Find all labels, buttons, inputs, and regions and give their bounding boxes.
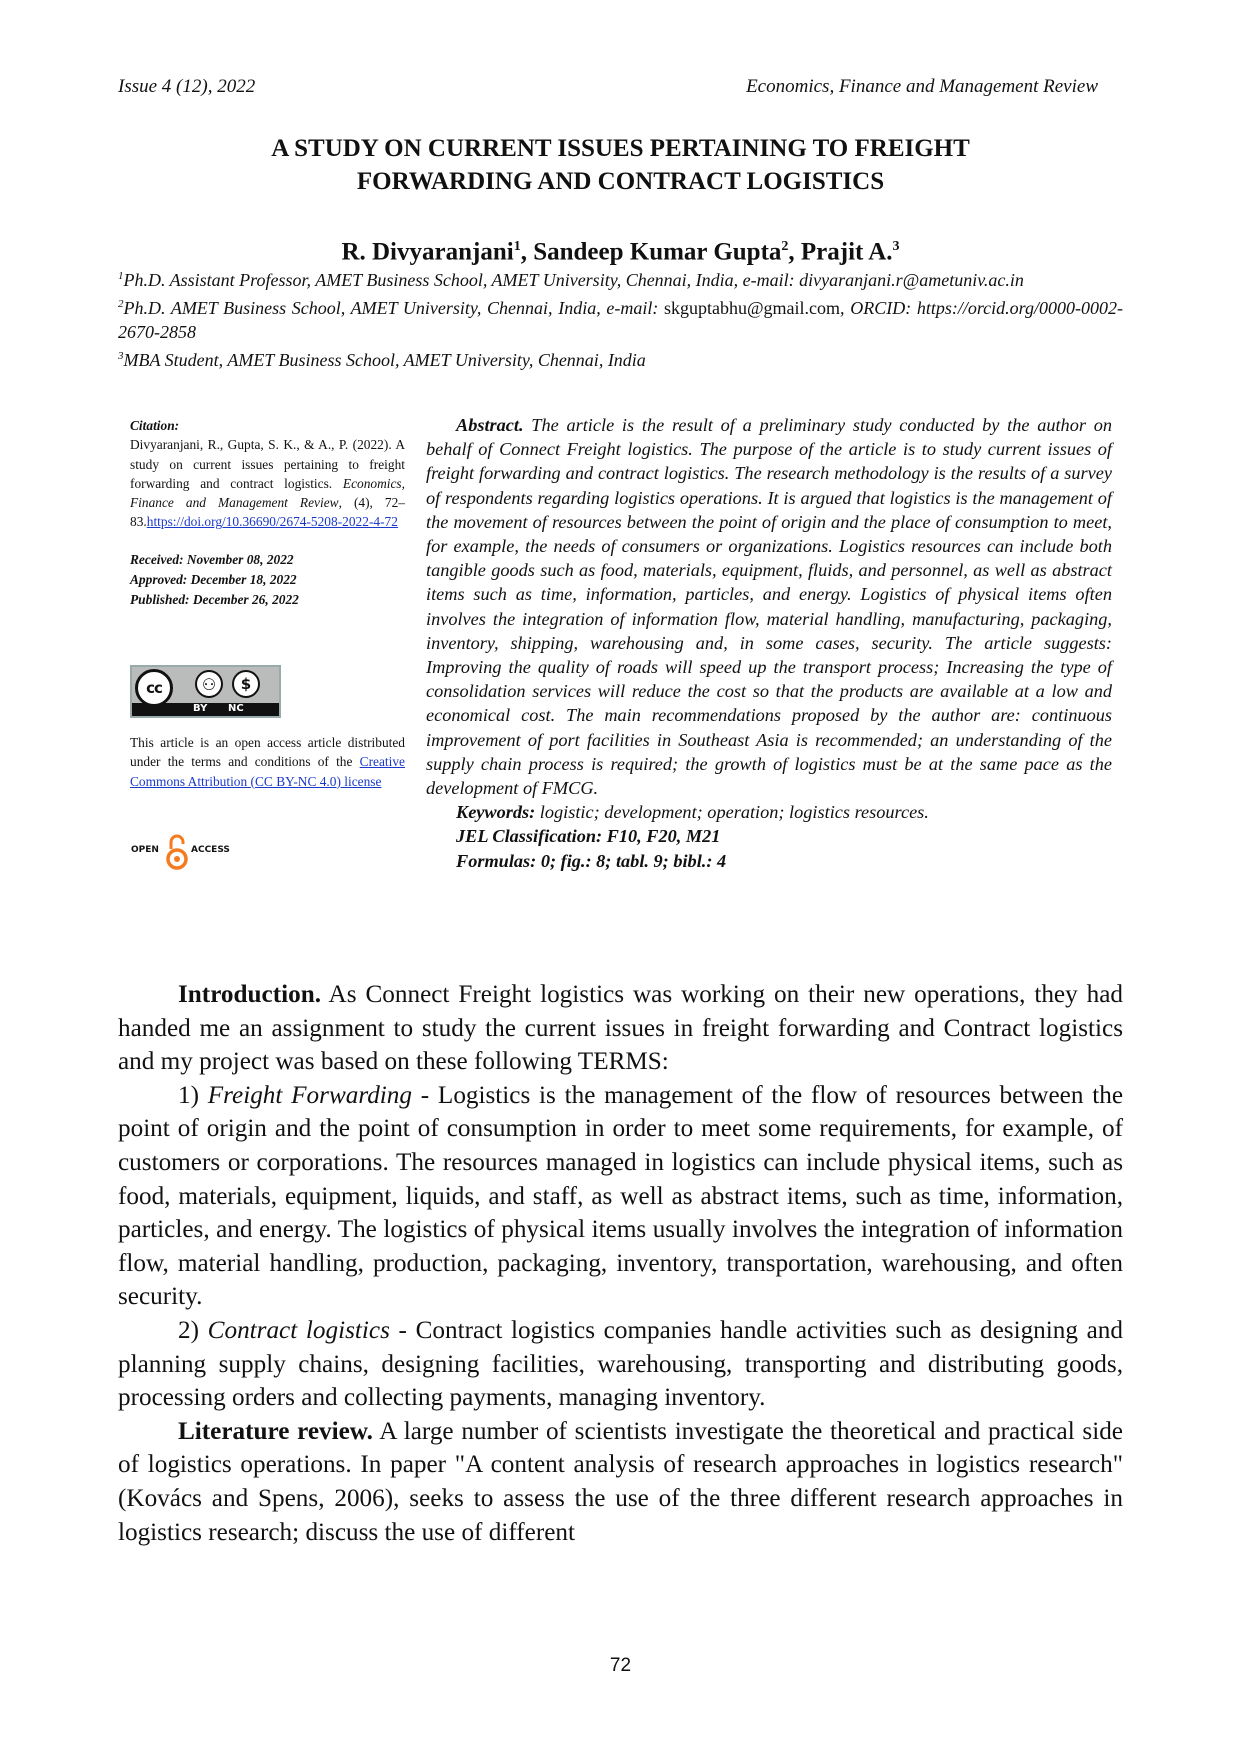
term-number: 1) bbox=[178, 1081, 208, 1109]
title-line-2: FORWARDING AND CONTRACT LOGISTICS bbox=[356, 168, 885, 195]
introduction-heading: Introduction. bbox=[178, 981, 321, 1008]
affiliation-mark: 2 bbox=[118, 298, 124, 310]
keywords bbox=[426, 800, 1112, 824]
abstract-text bbox=[426, 413, 1112, 800]
literature-review-paragraph bbox=[118, 1415, 1123, 1549]
affiliation-text: Ph.D. Assistant Professor, AMET Business School, AMET University, Chennai, India, e-mail: divyaranjani.r@ametuniv.ac.in bbox=[123, 270, 1024, 290]
citation-body: Divyaranjani, R., Gupta, S. K., & A., P. (2022). A study on current issues pertaining to freight forwarding and contract logistics. bbox=[130, 437, 405, 491]
term-definition: - Logistics is the management of the flow of resources between the point of origin and the point of consumption in order to meet some requirements, for example, of customers or corporations. The resources managed in logistics can include physical items, such as food, materials, equipment, liquids, and staff, as well as abstract items, such as time, information, particles, and energy. The logistics of physical items usually involves the integration of information flow, material handling, production, packaging, inventory, transportation, warehousing, and often security. bbox=[118, 1081, 1123, 1311]
term-name: Freight Forwarding bbox=[207, 1081, 412, 1109]
citation-tail: , (4), 72–83. bbox=[130, 495, 405, 530]
formulas-info bbox=[426, 849, 1112, 873]
oa-access-word: ACCESS bbox=[191, 845, 230, 855]
literature-review-heading: Literature review. bbox=[178, 1417, 373, 1445]
affiliation-2 bbox=[118, 292, 1123, 344]
author-1: R. Divyaranjani bbox=[341, 238, 514, 266]
email-address: skguptabhu@gmail.com bbox=[663, 298, 841, 318]
publication-dates bbox=[130, 550, 405, 610]
author-list bbox=[118, 232, 1123, 267]
affiliation-mark: 1 bbox=[118, 270, 124, 282]
affiliation-1 bbox=[118, 264, 1123, 292]
published-date: Published: December 26, 2022 bbox=[130, 591, 299, 607]
journal-header: Economics, Finance and Management Review bbox=[746, 76, 1098, 97]
author-3-mark: 3 bbox=[892, 239, 900, 254]
author-2-mark: 2 bbox=[781, 239, 789, 254]
approved-date: Approved: December 18, 2022 bbox=[130, 571, 297, 587]
abstract-label: Abstract. bbox=[456, 415, 524, 435]
article-title bbox=[118, 132, 1123, 198]
introduction-text: As Connect Freight logistics was working on their new operations, they had handed me an assignment to study the current issues in freight forwarding and Contract logistics and my project was based on these following TERMS: bbox=[118, 981, 1123, 1076]
affiliation-text: MBA Student, AMET Business School, AMET University, Chennai, India bbox=[123, 350, 646, 370]
author-separator: , bbox=[788, 238, 801, 266]
noncommercial-icon: $ bbox=[232, 670, 260, 698]
affiliation-mark: 3 bbox=[118, 350, 124, 362]
citation-journal: Economics, Finance and Management Review bbox=[130, 475, 405, 511]
jel-classification bbox=[426, 824, 1112, 848]
issue-header: Issue 4 (12), 2022 bbox=[118, 76, 256, 97]
author-3: Prajit A. bbox=[800, 238, 893, 266]
open-access-logo bbox=[131, 830, 251, 872]
cc-license-badge[interactable] bbox=[130, 665, 281, 718]
author-2: Sandeep Kumar Gupta bbox=[533, 238, 782, 266]
title-line-1: A STUDY ON CURRENT ISSUES PERTAINING TO FREIGHT bbox=[271, 135, 970, 162]
cc-nc-label: NC bbox=[228, 703, 244, 714]
cc-icon: cc bbox=[135, 669, 173, 707]
abstract bbox=[426, 413, 1112, 873]
affiliation-text: Ph.D. AMET Business School, AMET University, Chennai, India, e-mail: bbox=[123, 298, 664, 318]
page-number: 72 bbox=[609, 1655, 632, 1676]
keywords-text: logistic; development; operation; logistics resources. bbox=[535, 802, 929, 823]
keywords-label: Keywords: bbox=[456, 802, 536, 823]
literature-review-text: A large number of scientists investigate the theoretical and practical side of logistics operations. In paper "A content analysis of research approaches in logistics research" (Kovács and Spens, 2006), seeks to assess the use of the three different research approaches in logistics research; discuss the use of different bbox=[118, 1417, 1123, 1546]
open-access-notice bbox=[130, 733, 405, 791]
formulas-text: Formulas: 0; fig.: 8; tabl. 9; bibl.: 4 bbox=[456, 850, 727, 871]
jel-text: JEL Classification: F10, F20, M21 bbox=[456, 826, 721, 847]
license-link[interactable]: Creative Commons Attribution (CC BY-NC 4.0) license bbox=[130, 754, 405, 789]
abstract-body: The article is the result of a preliminary study conducted by the author on behalf of Connect Freight logistics. The purpose of the article is to study current issues of freight forwarding and contract logistics. The research methodology is the results of a survey of respondents regarding logistics operations. It is argued that logistics is the management of the movement of resources between the point of origin and the place of consumption to meet, for example, the needs of consumers or organizations. Logistics resources can include both tangible goods such as food, materials, equipment, fluids, and personnel, as well as abstract items such as time, information, particles, and energy. Logistics of physical items often involves the integration of information flow, material handling, manufacturing, packaging, inventory, shipping, warehousing and, in some cases, security. The article suggests: Improving the quality of roads will speed up the transport process; Increasing the type of consolidation services will reduce the cost so that the products are available at a low and economical cost. The main recommendations proposed by the author are: continuous improvement of port facilities in Southeast Asia is recommended; an understanding of the supply chain process is required; the growth of logistics must be at the same pace as the development of FMCG. bbox=[426, 415, 1112, 799]
doi-link[interactable]: https://doi.org/10.36690/2674-5208-2022-4-72 bbox=[146, 514, 398, 530]
author-separator: , bbox=[520, 238, 534, 266]
open-access-text: This article is an open access article distributed under the terms and conditions of the bbox=[130, 735, 405, 770]
attribution-icon: ⚇ bbox=[195, 670, 223, 698]
affiliation-3 bbox=[118, 344, 1123, 372]
introduction-paragraph bbox=[118, 978, 1123, 1079]
term-2-paragraph bbox=[118, 1314, 1123, 1415]
orcid-text: , ORCID: https://orcid.org/0000-0002-2670-2858 bbox=[118, 298, 1123, 342]
term-1-paragraph bbox=[118, 1079, 1123, 1314]
term-number: 2) bbox=[178, 1316, 208, 1344]
author-1-mark: 1 bbox=[513, 239, 521, 254]
citation-label: Citation: bbox=[130, 418, 180, 433]
term-definition: - Contract logistics companies handle activities such as designing and planning supply chains, designing facilities, warehousing, transporting and distributing goods, processing orders and collecting payments, managing inventory. bbox=[118, 1316, 1123, 1412]
oa-open-word: OPEN bbox=[131, 845, 159, 855]
term-name: Contract logistics bbox=[207, 1316, 390, 1344]
open-access-lock-icon bbox=[166, 834, 188, 870]
article-body bbox=[118, 978, 1123, 1549]
citation-sidebar bbox=[130, 416, 405, 610]
citation-text bbox=[130, 435, 405, 531]
received-date: Received: November 08, 2022 bbox=[130, 551, 294, 567]
affiliations bbox=[118, 264, 1123, 372]
cc-by-label: BY bbox=[193, 703, 208, 714]
